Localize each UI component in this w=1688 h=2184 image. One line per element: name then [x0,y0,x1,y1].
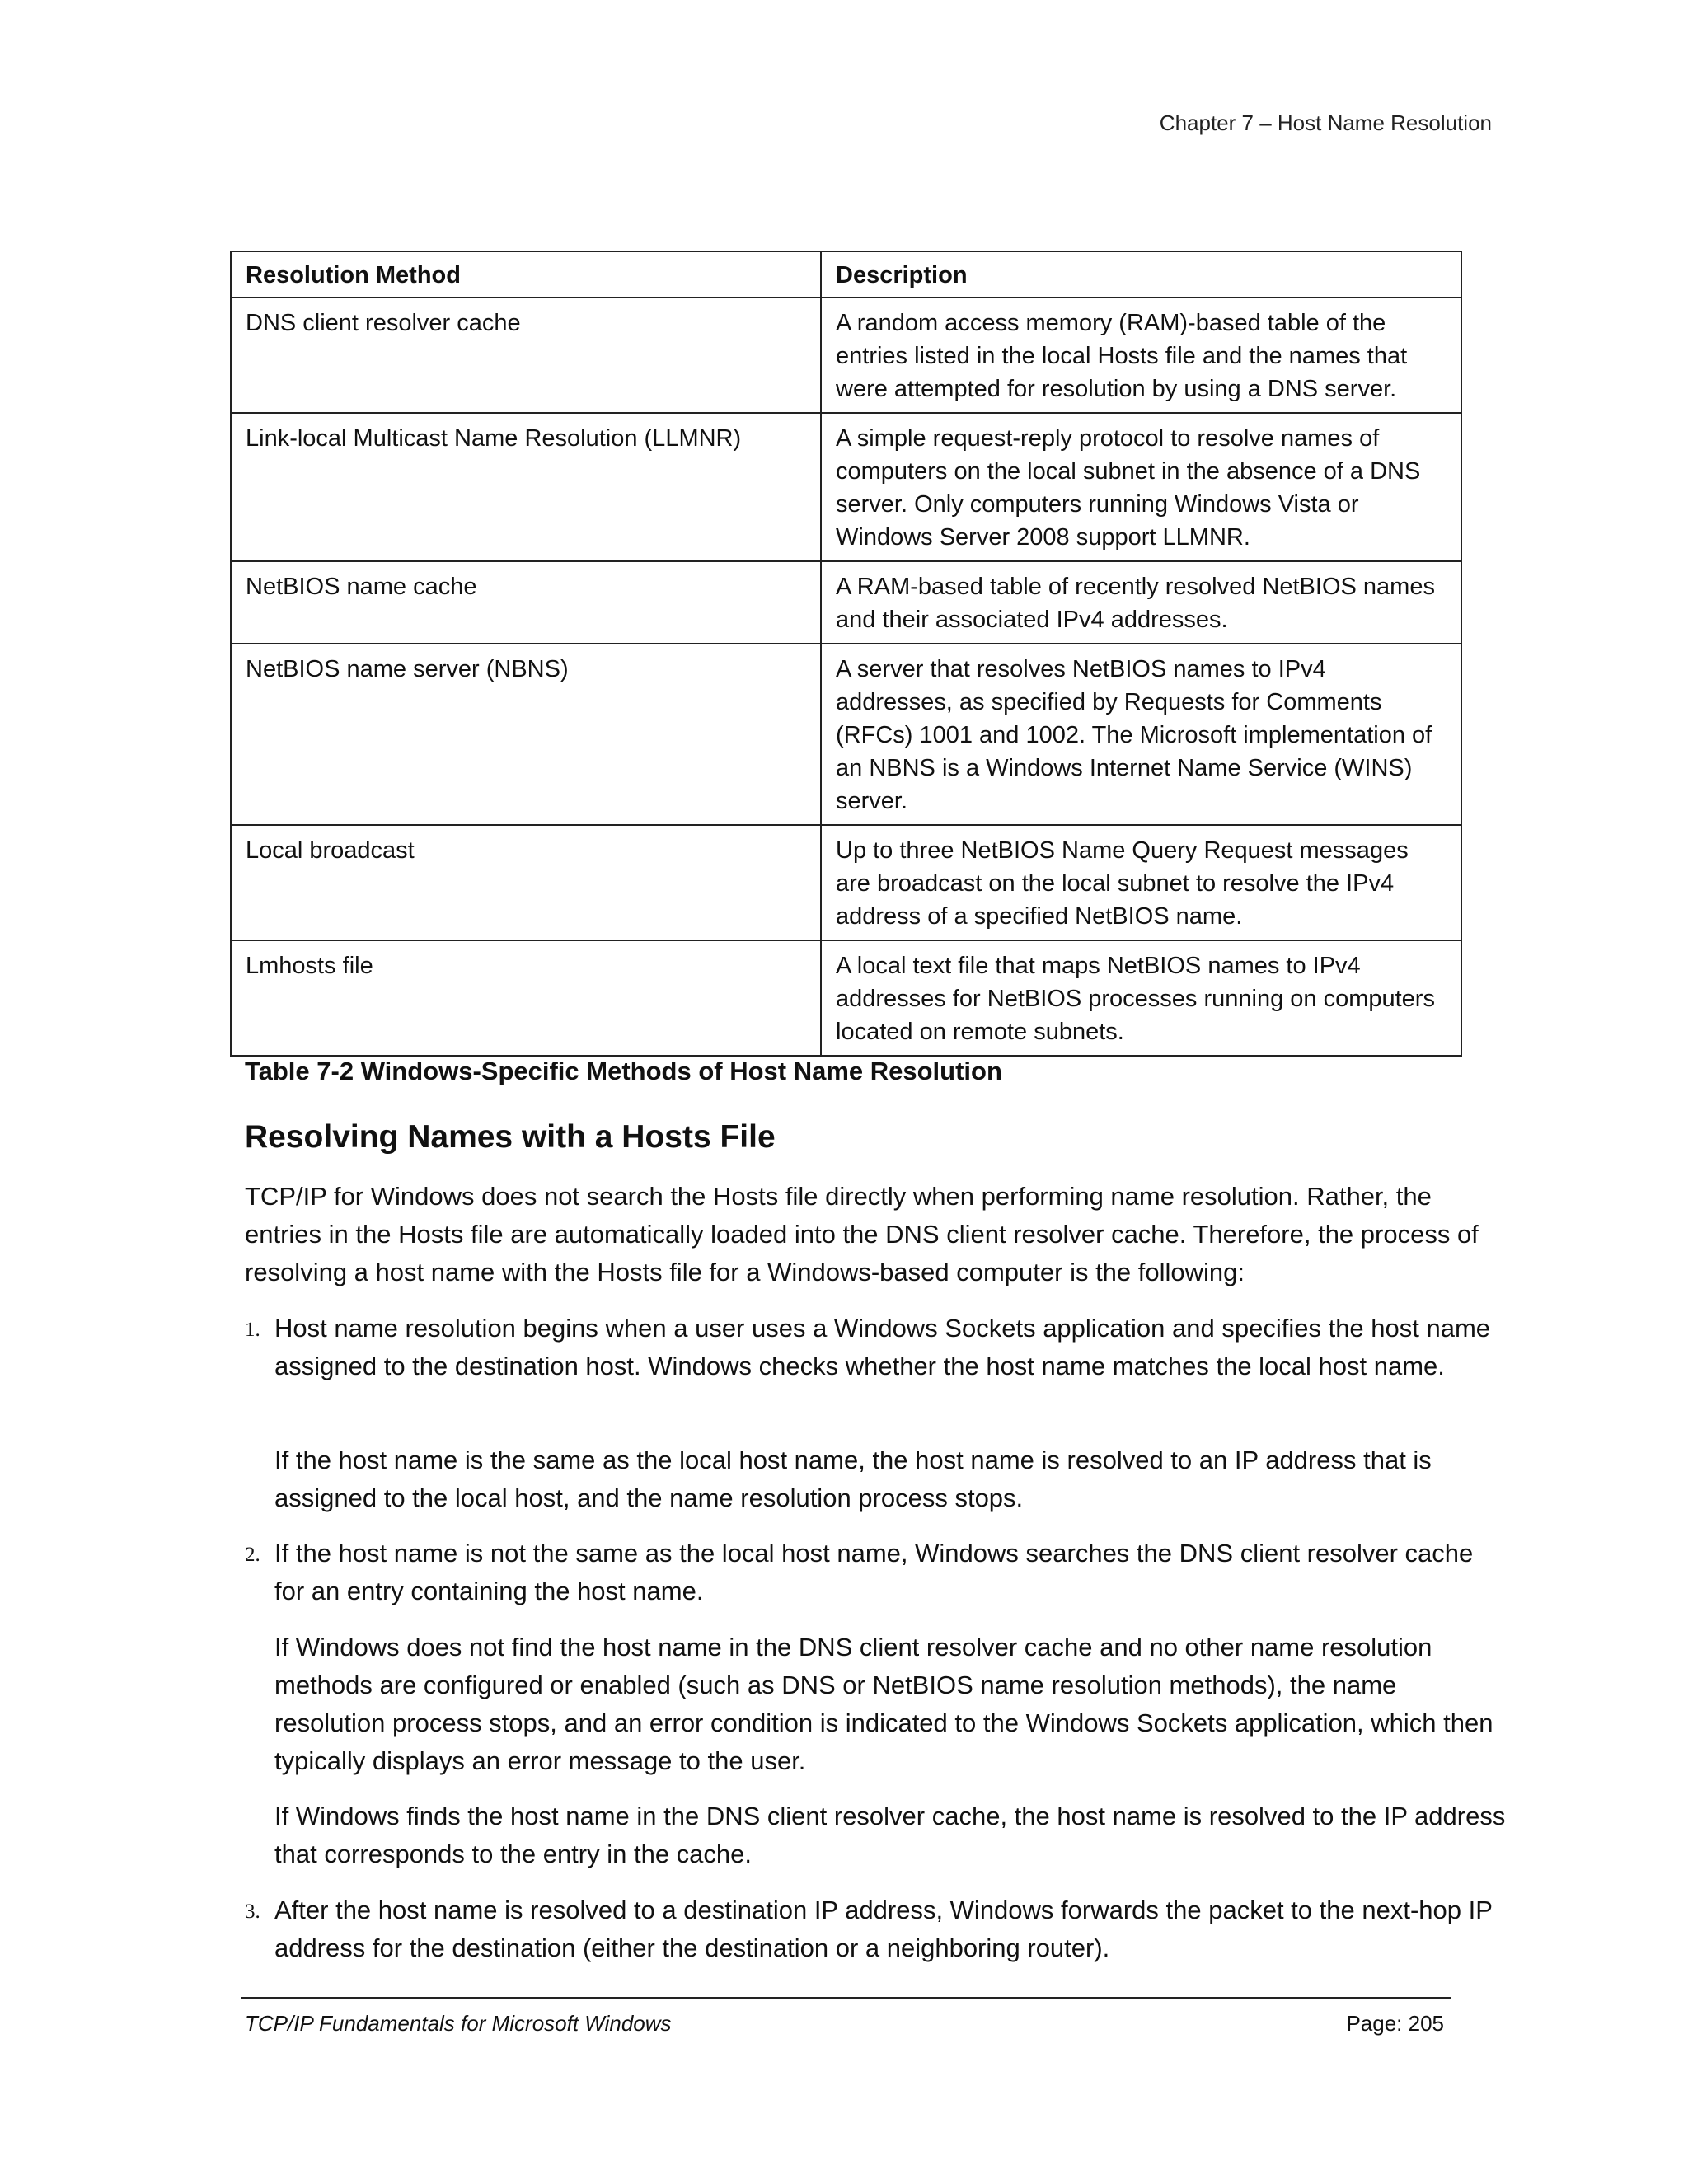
table-row [231,825,1461,940]
description-cell: A RAM-based table of recently resolved NetBIOS names and their associated IPv4 addresses. [821,561,1461,644]
column-header-description: Description [821,251,1461,298]
table-caption: Table 7-2 Windows-Specific Methods of Host Name Resolution [245,1057,1002,1085]
method-cell: NetBIOS name server (NBNS) [231,644,821,825]
footer-book-title: TCP/IP Fundamentals for Microsoft Windows [245,2011,672,2036]
description-cell: A server that resolves NetBIOS names to IPv4 addresses, as specified by Requests for Comments (RFCs) 1001 and 1002. The Microsoft implementation of an NBNS is a Windows Internet Name Service (WINS) server. [821,644,1461,825]
column-header-method: Resolution Method [231,251,821,298]
step-2-paragraph: If Windows finds the host name in the DNS client resolver cache, the host name is resolved to the IP address that corresponds to the entry in the cache. [274,1802,1506,1868]
intro-paragraph: TCP/IP for Windows does not search the Hosts file directly when performing name resolution. Rather, the entries in the Hosts file are automatically loaded into the DNS client resolver cache. Therefore, the process of resolving a host name with the Hosts file for a Windows-based computer is the following: [245,1182,1479,1286]
footer-divider [241,1997,1451,1999]
step-text: Host name resolution begins when a user uses a Windows Sockets application and specifies the host name assigned to the destination host. Windows checks whether the host name matches the local host name. [274,1314,1491,1380]
step-2 [245,1535,1506,1610]
running-header: Chapter 7 – Host Name Resolution [1159,110,1492,135]
method-cell: Lmhosts file [231,940,821,1056]
step-1 [245,1310,1506,1385]
method-cell: NetBIOS name cache [231,561,821,644]
table-row [231,940,1461,1056]
method-cell: Link-local Multicast Name Resolution (LLMNR) [231,413,821,561]
step-number: 2. [245,1544,260,1566]
method-cell: DNS client resolver cache [231,298,821,413]
step-1-paragraph: If the host name is the same as the local host name, the host name is resolved to an IP address that is assigned to the local host, and the name resolution process stops. [274,1446,1432,1512]
resolution-methods-table [230,251,1462,1057]
step-2-paragraph: If Windows does not find the host name in the DNS client resolver cache and no other name resolution methods are configured or enabled (such as DNS or NetBIOS name resolution methods), the name resolution process stops, and an error condition is indicated to the Windows Sockets application, which then typically displays an error message to the user. [274,1633,1493,1775]
footer-page-number: Page: 205 [1346,2011,1444,2036]
section-heading: Resolving Names with a Hosts File [245,1119,776,1155]
description-cell: A simple request-reply protocol to resolve names of computers on the local subnet in the absence of a DNS server. Only computers running Windows Vista or Windows Server 2008 support LLMNR. [821,413,1461,561]
table-header-row [231,251,1461,298]
resolution-methods-table-container [230,251,1461,1057]
step-number: 1. [245,1319,260,1341]
table-row [231,413,1461,561]
step-3 [245,1891,1506,1967]
step-text: After the host name is resolved to a destination IP address, Windows forwards the packet to the next-hop IP address for the destination (either the destination or a neighboring router). [274,1896,1493,1962]
description-cell: A local text file that maps NetBIOS names to IPv4 addresses for NetBIOS processes running on computers located on remote subnets. [821,940,1461,1056]
step-number: 3. [245,1900,260,1923]
table-row [231,644,1461,825]
description-cell: Up to three NetBIOS Name Query Request messages are broadcast on the local subnet to resolve the IPv4 address of a specified NetBIOS name. [821,825,1461,940]
description-cell: A random access memory (RAM)-based table of the entries listed in the local Hosts file and the names that were attempted for resolution by using a DNS server. [821,298,1461,413]
table-row [231,561,1461,644]
method-cell: Local broadcast [231,825,821,940]
table-row [231,298,1461,413]
step-text: If the host name is not the same as the local host name, Windows searches the DNS client resolver cache for an entry containing the host name. [274,1539,1474,1605]
